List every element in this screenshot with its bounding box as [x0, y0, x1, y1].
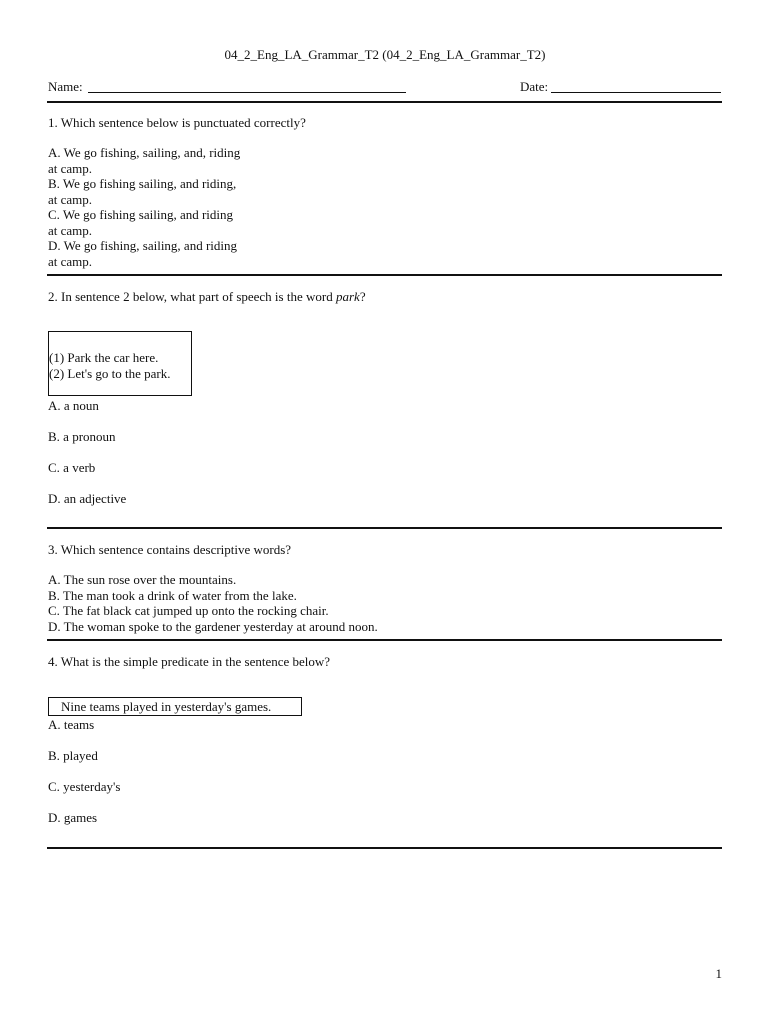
- date-blank-line: [551, 92, 721, 93]
- question-2-option-b: B. a pronoun: [48, 429, 116, 444]
- question-4-option-b: B. played: [48, 748, 98, 763]
- date-label: Date:: [520, 79, 549, 94]
- page-number: 1: [715, 966, 722, 981]
- question-3-options: [48, 572, 378, 634]
- question-2-option-c: C. a verb: [48, 460, 96, 475]
- question-4-sentence: Nine teams played in yesterday's games.: [61, 699, 272, 714]
- question-1-line: C. We go fishing sailing, and riding: [48, 207, 234, 222]
- document-title: 04_2_Eng_LA_Grammar_T2 (04_2_Eng_LA_Grammar_T2): [224, 47, 546, 62]
- question-2-sentence-1: (1) Park the car here.: [49, 350, 159, 365]
- question-2-sentence-2: (2) Let's go to the park.: [49, 365, 171, 381]
- question-2-prompt-end: ?: [359, 289, 366, 304]
- section-divider: [47, 274, 722, 276]
- question-4-option-a: A. teams: [48, 717, 95, 732]
- question-2-sentence-box: [48, 331, 192, 396]
- question-1-line: B. We go fishing sailing, and riding,: [48, 176, 237, 191]
- question-1-options: [48, 145, 240, 269]
- name-label: Name:: [48, 79, 83, 94]
- question-4-option-d: D. games: [48, 810, 98, 825]
- question-1-line: at camp.: [48, 222, 93, 238]
- section-divider: [47, 847, 722, 849]
- question-1-line: at camp.: [48, 160, 93, 176]
- question-4-prompt: 4. What is the simple predicate in the sentence below?: [48, 654, 331, 669]
- question-1-line: D. We go fishing, sailing, and riding: [48, 238, 238, 253]
- question-3-option-a: A. The sun rose over the mountains.: [48, 572, 237, 587]
- question-2-prompt: [48, 289, 366, 305]
- question-1-line: at camp.: [48, 191, 93, 207]
- question-3-option-d: D. The woman spoke to the gardener yesterday at around noon.: [48, 618, 378, 634]
- section-divider: [47, 527, 722, 529]
- section-divider: [47, 639, 722, 641]
- name-blank-line: [88, 92, 406, 93]
- section-divider: [47, 101, 722, 103]
- question-4-sentence-box: [48, 697, 302, 716]
- question-4-option-c: C. yesterday's: [48, 779, 121, 794]
- question-1-line: A. We go fishing, sailing, and, riding: [48, 145, 241, 160]
- question-2-prompt-word: park: [335, 289, 360, 304]
- question-1-prompt: 1. Which sentence below is punctuated correctly?: [48, 115, 306, 130]
- question-1-line: at camp.: [48, 253, 93, 269]
- question-3-option-b: B. The man took a drink of water from the lake.: [48, 587, 297, 603]
- question-2-option-a: A. a noun: [48, 398, 99, 413]
- question-2-prompt-text: 2. In sentence 2 below, what part of speech is the word: [48, 289, 336, 304]
- question-2-option-d: D. an adjective: [48, 491, 127, 506]
- question-3-option-c: C. The fat black cat jumped up onto the rocking chair.: [48, 603, 329, 618]
- question-3-prompt: 3. Which sentence contains descriptive words?: [48, 542, 292, 557]
